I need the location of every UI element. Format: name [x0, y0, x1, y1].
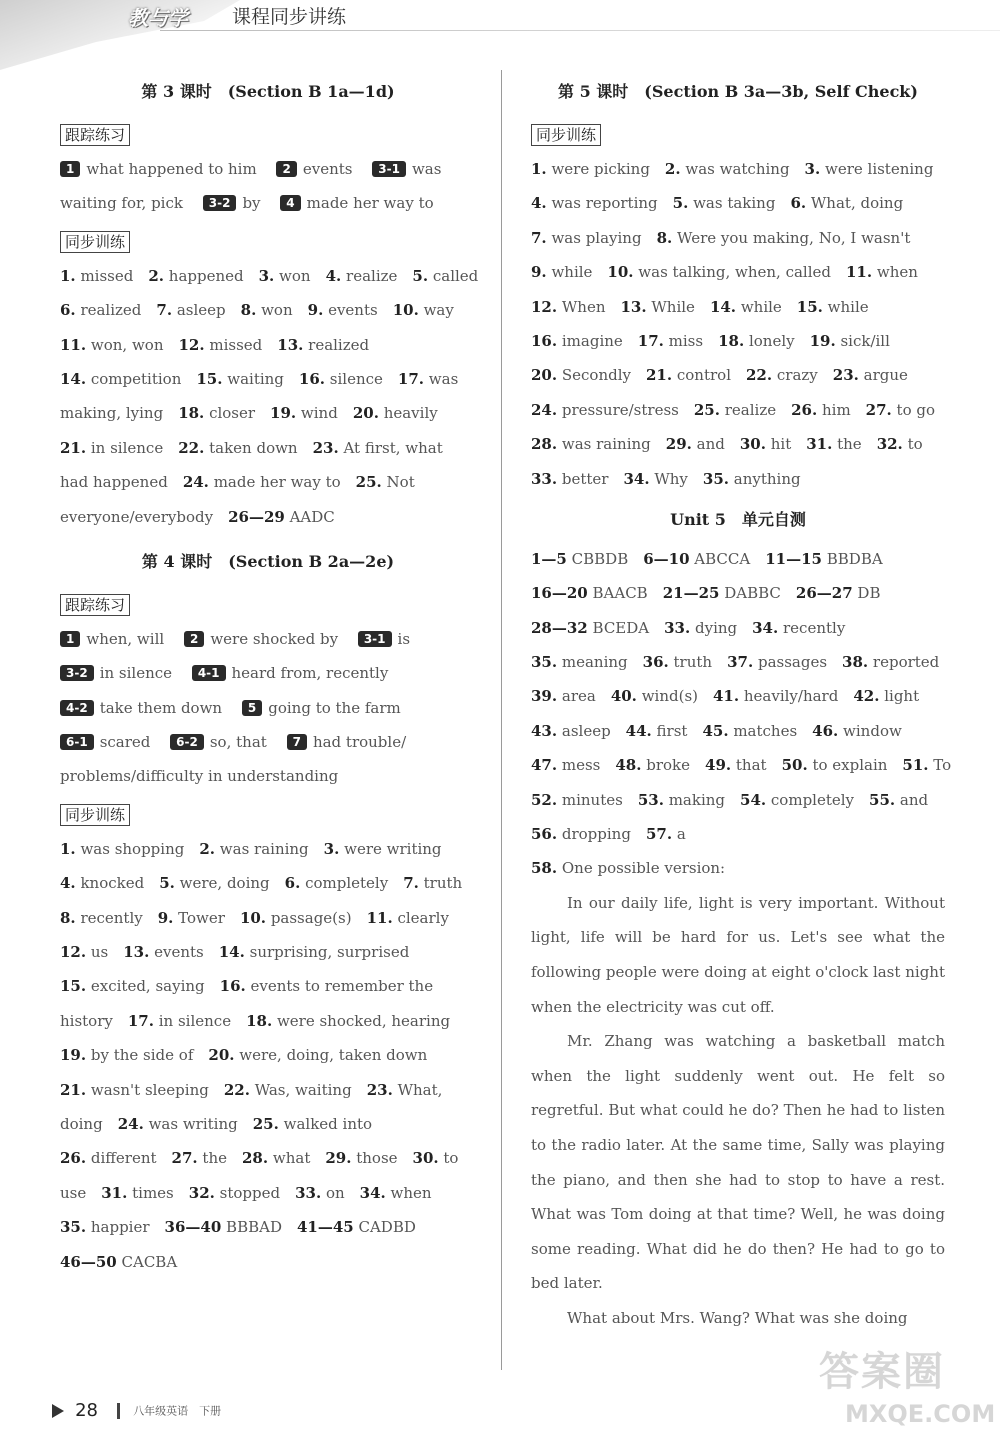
answer-line: 11. won, won 12. missed 13. realized	[60, 335, 370, 354]
essay-paragraph: What about Mrs. Wang? What was she doing	[567, 1308, 908, 1327]
answer-line: 6. realized 7. asleep 8. won 9. events 10. way	[60, 301, 454, 320]
answer-line: 14. competition 15. waiting 16. silence 17. was	[60, 369, 459, 388]
answer-line	[60, 622, 476, 656]
answer-text: in silence	[99, 664, 173, 683]
answer-line: 56. dropping 57. a	[531, 825, 686, 844]
answer-line: history 17. in silence 18. were shocked, hearing	[60, 1011, 451, 1030]
answer-text: scared	[99, 733, 151, 752]
item-badge: 4	[280, 195, 300, 211]
book-label: 八年级英语 下册	[133, 1404, 222, 1418]
answer-line: 43. asleep 44. first 45. matches 46. window	[531, 721, 902, 740]
answer-text: was	[411, 160, 442, 178]
answer-text: by	[242, 194, 261, 213]
answer-text: made her way to	[306, 194, 434, 213]
answer-line: 33. better 34. Why 35. anything	[531, 469, 801, 488]
unit-test-title: Unit 5 单元自测	[670, 509, 806, 529]
item-badge: 4-2	[60, 700, 94, 716]
lesson-4-title: 第 4 课时 (Section B 2a—2e)	[141, 551, 395, 571]
answer-line: 28—32 BCEDA 33. dying 34. recently	[531, 618, 846, 637]
page-footer	[52, 1400, 221, 1430]
answer-line: 58. One possible version:	[531, 859, 726, 878]
sync-training-tag: 同步训练	[60, 804, 130, 826]
answer-line	[60, 691, 476, 725]
lesson-3-title: 第 3 课时 (Section B 1a—1d)	[141, 82, 395, 101]
answer-line: 16. imagine 17. miss 18. lonely 19. sick/ill	[531, 331, 890, 350]
page-arrow-icon	[52, 1404, 64, 1418]
footer-divider	[117, 1403, 120, 1419]
item-badge: 5	[242, 700, 262, 716]
answer-text: waiting for, pick	[60, 194, 183, 213]
answer-line: 21. in silence 22. taken down 23. At first, what	[60, 438, 443, 457]
answer-line: 15. excited, saying 16. events to remember the	[60, 977, 434, 996]
lesson-3-answers	[60, 259, 479, 534]
answer-text: heard from, recently	[231, 664, 389, 683]
item-badge: 3-2	[60, 665, 94, 681]
answer-text: problems/difficulty in understanding	[60, 767, 339, 786]
answer-line: had happened 24. made her way to 25. Not	[60, 473, 415, 492]
answer-line	[60, 152, 476, 186]
answer-line: 24. pressure/stress 25. realize 26. him 27. to go	[531, 400, 936, 419]
answer-line: 16—20 BAACB 21—25 DABBC 26—27 DB	[531, 584, 881, 603]
answer-text: going to the farm	[268, 698, 401, 717]
page-header	[0, 0, 1000, 40]
item-badge: 3-2	[203, 195, 237, 211]
item-badge: 4-1	[192, 665, 226, 681]
answer-line: 21. wasn't sleeping 22. Was, waiting 23. What,	[60, 1080, 443, 1099]
column-divider	[501, 70, 502, 1370]
lesson-5-answers	[531, 152, 945, 496]
answer-line: doing 24. was writing 25. walked into	[60, 1114, 373, 1133]
answer-line: 26. different 27. the 28. what 29. those 30. to	[60, 1149, 459, 1168]
answer-text: were shocked by	[210, 629, 339, 648]
answer-text: when, will	[86, 629, 165, 648]
tracking-practice-tag: 跟踪练习	[60, 124, 130, 146]
item-badge: 3-1	[372, 161, 406, 177]
answer-line: 9. while 10. was talking, when, called 11. when	[531, 263, 918, 282]
header-decoration	[0, 0, 240, 70]
watermark-logo	[815, 1340, 995, 1440]
item-badge: 1	[60, 161, 80, 177]
answer-line: 12. us 13. events 14. surprising, surprised	[60, 943, 410, 962]
sync-training-tag: 同步训练	[531, 124, 601, 146]
answer-text: so, that	[209, 733, 267, 752]
tracking-practice-tag: 跟踪练习	[60, 594, 130, 616]
item-badge: 3-1	[358, 631, 392, 647]
answer-line	[60, 725, 476, 759]
header-title: 课程同步讲练	[232, 6, 347, 28]
header-rule	[160, 30, 1000, 31]
answer-line: 7. was playing 8. Were you making, No, I wasn't	[531, 228, 911, 247]
essay-paragraph: Mr. Zhang was watching a basketball match when the light suddenly went out. He felt so regretful. But what could he do? Then he had to listen to the radio later. At the same time, Sally was playing the piano, and then she had to stop to have a rest. What was Tom doing at that time? Well, he was doing some reading. What did he do then? He had to go to bed later.	[531, 1032, 945, 1293]
answer-line: use 31. times 32. stopped 33. on 34. when	[60, 1183, 432, 1202]
right-column	[531, 70, 952, 1336]
answer-line	[60, 186, 476, 220]
answer-text: is	[397, 629, 411, 648]
header-logo: 教与学	[128, 6, 188, 30]
answer-line: 8. recently 9. Tower 10. passage(s) 11. clearly	[60, 908, 449, 927]
answer-text: events	[302, 160, 353, 178]
answer-line: 1. missed 2. happened 3. won 4. realize 5. called	[60, 266, 479, 285]
sample-essay	[531, 886, 945, 1336]
essay-paragraph: In our daily life, light is very important. Without light, life will be hard for us. Let's see what the following people were doing at eight o'clock last night when the electricity was cut off.	[531, 893, 945, 1016]
item-badge: 6-2	[170, 734, 204, 750]
answer-line: 19. by the side of 20. were, doing, taken down	[60, 1046, 428, 1065]
answer-line: 4. knocked 5. were, doing 6. completely 7. truth	[60, 874, 463, 893]
answer-line: 47. mess 48. broke 49. that 50. to explain 51. To	[531, 756, 952, 775]
answer-line: 52. minutes 53. making 54. completely 55. and	[531, 790, 929, 809]
lesson-5-title: 第 5 课时 (Section B 3a—3b, Self Check)	[558, 82, 918, 101]
sync-training-tag: 同步训练	[60, 231, 130, 253]
answer-line: 1. was shopping 2. was raining 3. were writing	[60, 839, 442, 858]
answer-line: 39. area 40. wind(s) 41. heavily/hard 42. light	[531, 687, 920, 706]
item-badge: 7	[287, 734, 307, 750]
answer-line	[60, 759, 476, 793]
answer-text: what happened to him	[86, 160, 257, 178]
answer-line: 28. was raining 29. and 30. hit 31. the 32. to	[531, 435, 923, 454]
answer-line: 20. Secondly 21. control 22. crazy 23. argue	[531, 366, 908, 385]
item-badge: 6-1	[60, 734, 94, 750]
watermark-url: MXQE.COM	[845, 1400, 996, 1428]
unit-test-answers	[531, 542, 952, 886]
watermark-text: 答案圈	[819, 1349, 945, 1395]
answer-text: had trouble/	[312, 733, 407, 752]
answer-text: take them down	[99, 698, 223, 717]
item-badge: 2	[184, 631, 204, 647]
answer-line: 35. happier 36—40 BBBAD 41—45 CADBD	[60, 1218, 416, 1237]
answer-line: making, lying 18. closer 19. wind 20. heavily	[60, 404, 438, 423]
page-number: 28	[75, 1400, 98, 1421]
lesson-4-answers	[60, 832, 476, 1279]
item-badge: 2	[276, 161, 296, 177]
answer-line: 1—5 CBBDB 6—10 ABCCA 11—15 BBDBA	[531, 549, 883, 568]
answer-line: 4. was reporting 5. was taking 6. What, doing	[531, 194, 904, 213]
answer-line: 1. were picking 2. was watching 3. were listening	[531, 160, 934, 178]
answer-line: 12. When 13. While 14. while 15. while	[531, 297, 869, 316]
answer-line: everyone/everybody 26—29 AADC	[60, 507, 335, 526]
answer-line: 35. meaning 36. truth 37. passages 38. reported	[531, 653, 940, 672]
item-badge: 1	[60, 631, 80, 647]
left-column	[60, 70, 479, 1279]
answer-line: 46—50 CACBA	[60, 1252, 178, 1271]
answer-line	[60, 656, 476, 690]
